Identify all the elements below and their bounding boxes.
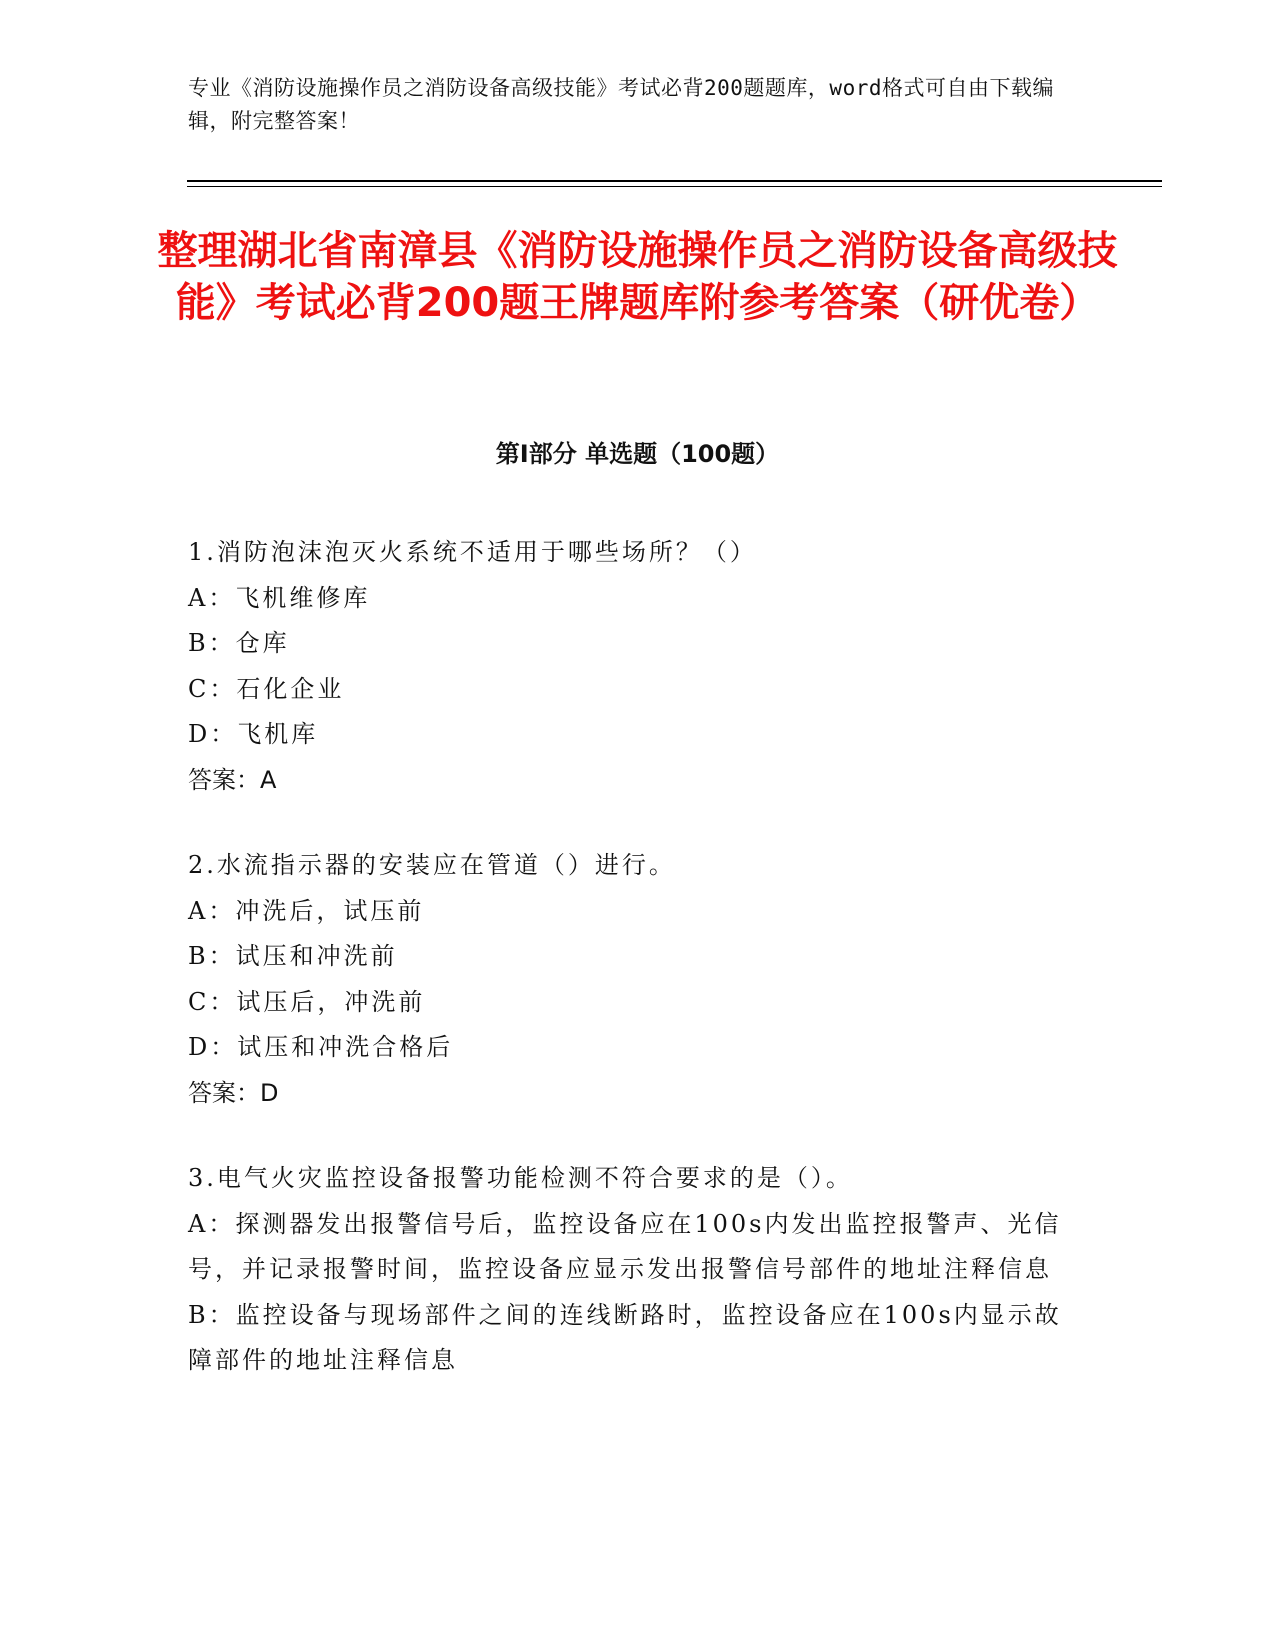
document-title: 整理湖北省南漳县《消防设施操作员之消防设备高级技能》考试必背200题王牌题库附参考答案（研优卷） — [157, 228, 1118, 326]
answer: 答案：A — [188, 765, 277, 794]
question-stem: 1.消防泡沫泡灭火系统不适用于哪些场所？（） — [188, 538, 757, 566]
option-b: B：仓库 — [188, 629, 290, 657]
answer: 答案：D — [188, 1078, 279, 1107]
question-1 — [188, 530, 1068, 803]
option-b: B：监控设备与现场部件之间的连线断路时，监控设备应在100s内显示故障部件的地址注释信息 — [188, 1300, 1062, 1374]
header-rule-thick — [187, 180, 1162, 182]
option-b: B：试压和冲洗前 — [188, 942, 398, 970]
question-3 — [188, 1156, 1068, 1384]
option-d: D：飞机库 — [188, 720, 319, 748]
question-stem: 3.电气火灾监控设备报警功能检测不符合要求的是（）。 — [188, 1164, 853, 1192]
header-rule-thin — [187, 186, 1162, 187]
option-d: D：试压和冲洗合格后 — [188, 1033, 454, 1061]
header-note: 专业《消防设施操作员之消防设备高级技能》考试必背200题题库，word格式可自由下载编辑，附完整答案！ — [188, 76, 1054, 133]
option-a: A：飞机维修库 — [188, 583, 371, 612]
option-a: A：冲洗后，试压前 — [188, 896, 425, 925]
question-list — [188, 530, 1068, 1424]
question-2 — [188, 843, 1068, 1116]
question-stem: 2.水流指示器的安装应在管道（）进行。 — [188, 851, 676, 879]
section-heading: 第I部分 单选题（100题） — [495, 440, 780, 468]
option-c: C：石化企业 — [188, 674, 345, 703]
option-a: A：探测器发出报警信号后，监控设备应在100s内发出监控报警声、光信号，并记录报警时间，监控设备应显示发出报警信号部件的地址注释信息 — [188, 1209, 1062, 1283]
option-c: C：试压后，冲洗前 — [188, 987, 426, 1016]
